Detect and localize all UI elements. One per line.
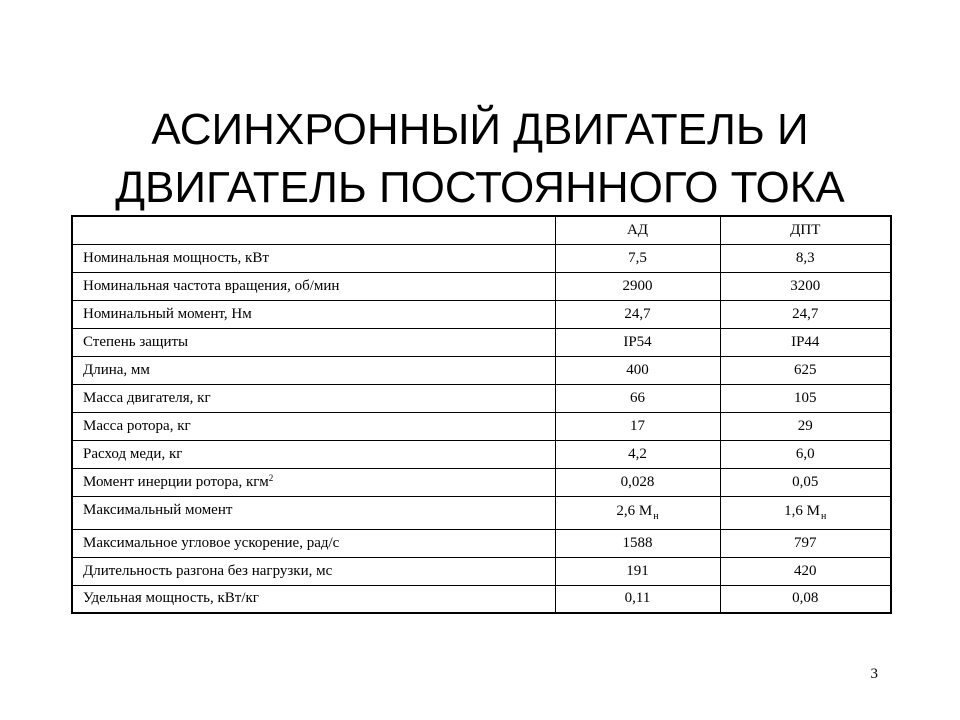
comparison-table (71, 215, 892, 614)
dpt-value: 0,05 (720, 468, 891, 496)
param-label: Удельная мощность, кВт/кг (72, 585, 555, 613)
ad-value: IP54 (555, 328, 720, 356)
table-header-row (72, 216, 891, 244)
subscript: н (653, 510, 659, 522)
ad-value: 1588 (555, 529, 720, 557)
table-row (72, 384, 891, 412)
table-row (72, 244, 891, 272)
superscript: 2 (268, 473, 274, 483)
param-label: Номинальная частота вращения, об/мин (72, 272, 555, 300)
table-row (72, 557, 891, 585)
table-row (72, 529, 891, 557)
ad-value: 4,2 (555, 440, 720, 468)
slide-title (40, 101, 920, 217)
ad-value: 7,5 (555, 244, 720, 272)
table-row (72, 440, 891, 468)
ad-value: 400 (555, 356, 720, 384)
ad-value: 191 (555, 557, 720, 585)
dpt-value: 3200 (720, 272, 891, 300)
param-label: Длина, мм (72, 356, 555, 384)
table-row (72, 300, 891, 328)
subscript: н (820, 510, 827, 522)
dpt-value: 625 (720, 356, 891, 384)
header-param (72, 216, 555, 244)
header-ad: АД (555, 216, 720, 244)
dpt-value (720, 496, 891, 529)
table-row (72, 468, 891, 496)
dpt-value: 105 (720, 384, 891, 412)
param-label: Длительность разгона без нагрузки, мс (72, 557, 555, 585)
ad-value: 0,11 (555, 585, 720, 613)
param-label: Масса двигателя, кг (72, 384, 555, 412)
table-row (72, 328, 891, 356)
header-dpt: ДПТ (720, 216, 891, 244)
ad-value (555, 496, 720, 529)
ad-value: 0,028 (555, 468, 720, 496)
dpt-value: 8,3 (720, 244, 891, 272)
param-label: Степень защиты (72, 328, 555, 356)
table-row (72, 272, 891, 300)
param-label: Номинальная мощность, кВт (72, 244, 555, 272)
param-label: Максимальное угловое ускорение, рад/с (72, 529, 555, 557)
dpt-value: 24,7 (720, 300, 891, 328)
param-label (72, 468, 555, 496)
ad-value: 24,7 (555, 300, 720, 328)
ad-value-text: 2,6 М (616, 502, 653, 519)
page-number: 3 (870, 666, 878, 682)
table-row (72, 412, 891, 440)
param-label: Номинальный момент, Нм (72, 300, 555, 328)
slide-title-line-1: АСИНХРОННЫЙ ДВИГАТЕЛЬ И (151, 105, 809, 155)
dpt-value: 29 (720, 412, 891, 440)
param-label: Расход меди, кг (72, 440, 555, 468)
param-label: Масса ротора, кг (72, 412, 555, 440)
dpt-value: 6,0 (720, 440, 891, 468)
param-label: Максимальный момент (72, 496, 555, 529)
ad-value: 2900 (555, 272, 720, 300)
table-row (72, 585, 891, 613)
dpt-value: 0,08 (720, 585, 891, 613)
dpt-value-text: 1,6 М (784, 502, 820, 519)
ad-value: 66 (555, 384, 720, 412)
table-row (72, 356, 891, 384)
slide-title-line-2: ДВИГАТЕЛЬ ПОСТОЯННОГО ТОКА (115, 163, 845, 213)
param-label-text: Момент инерции ротора, кгм (83, 474, 269, 490)
dpt-value: IP44 (720, 328, 891, 356)
table-row (72, 496, 891, 529)
dpt-value: 420 (720, 557, 891, 585)
ad-value: 17 (555, 412, 720, 440)
dpt-value: 797 (720, 529, 891, 557)
